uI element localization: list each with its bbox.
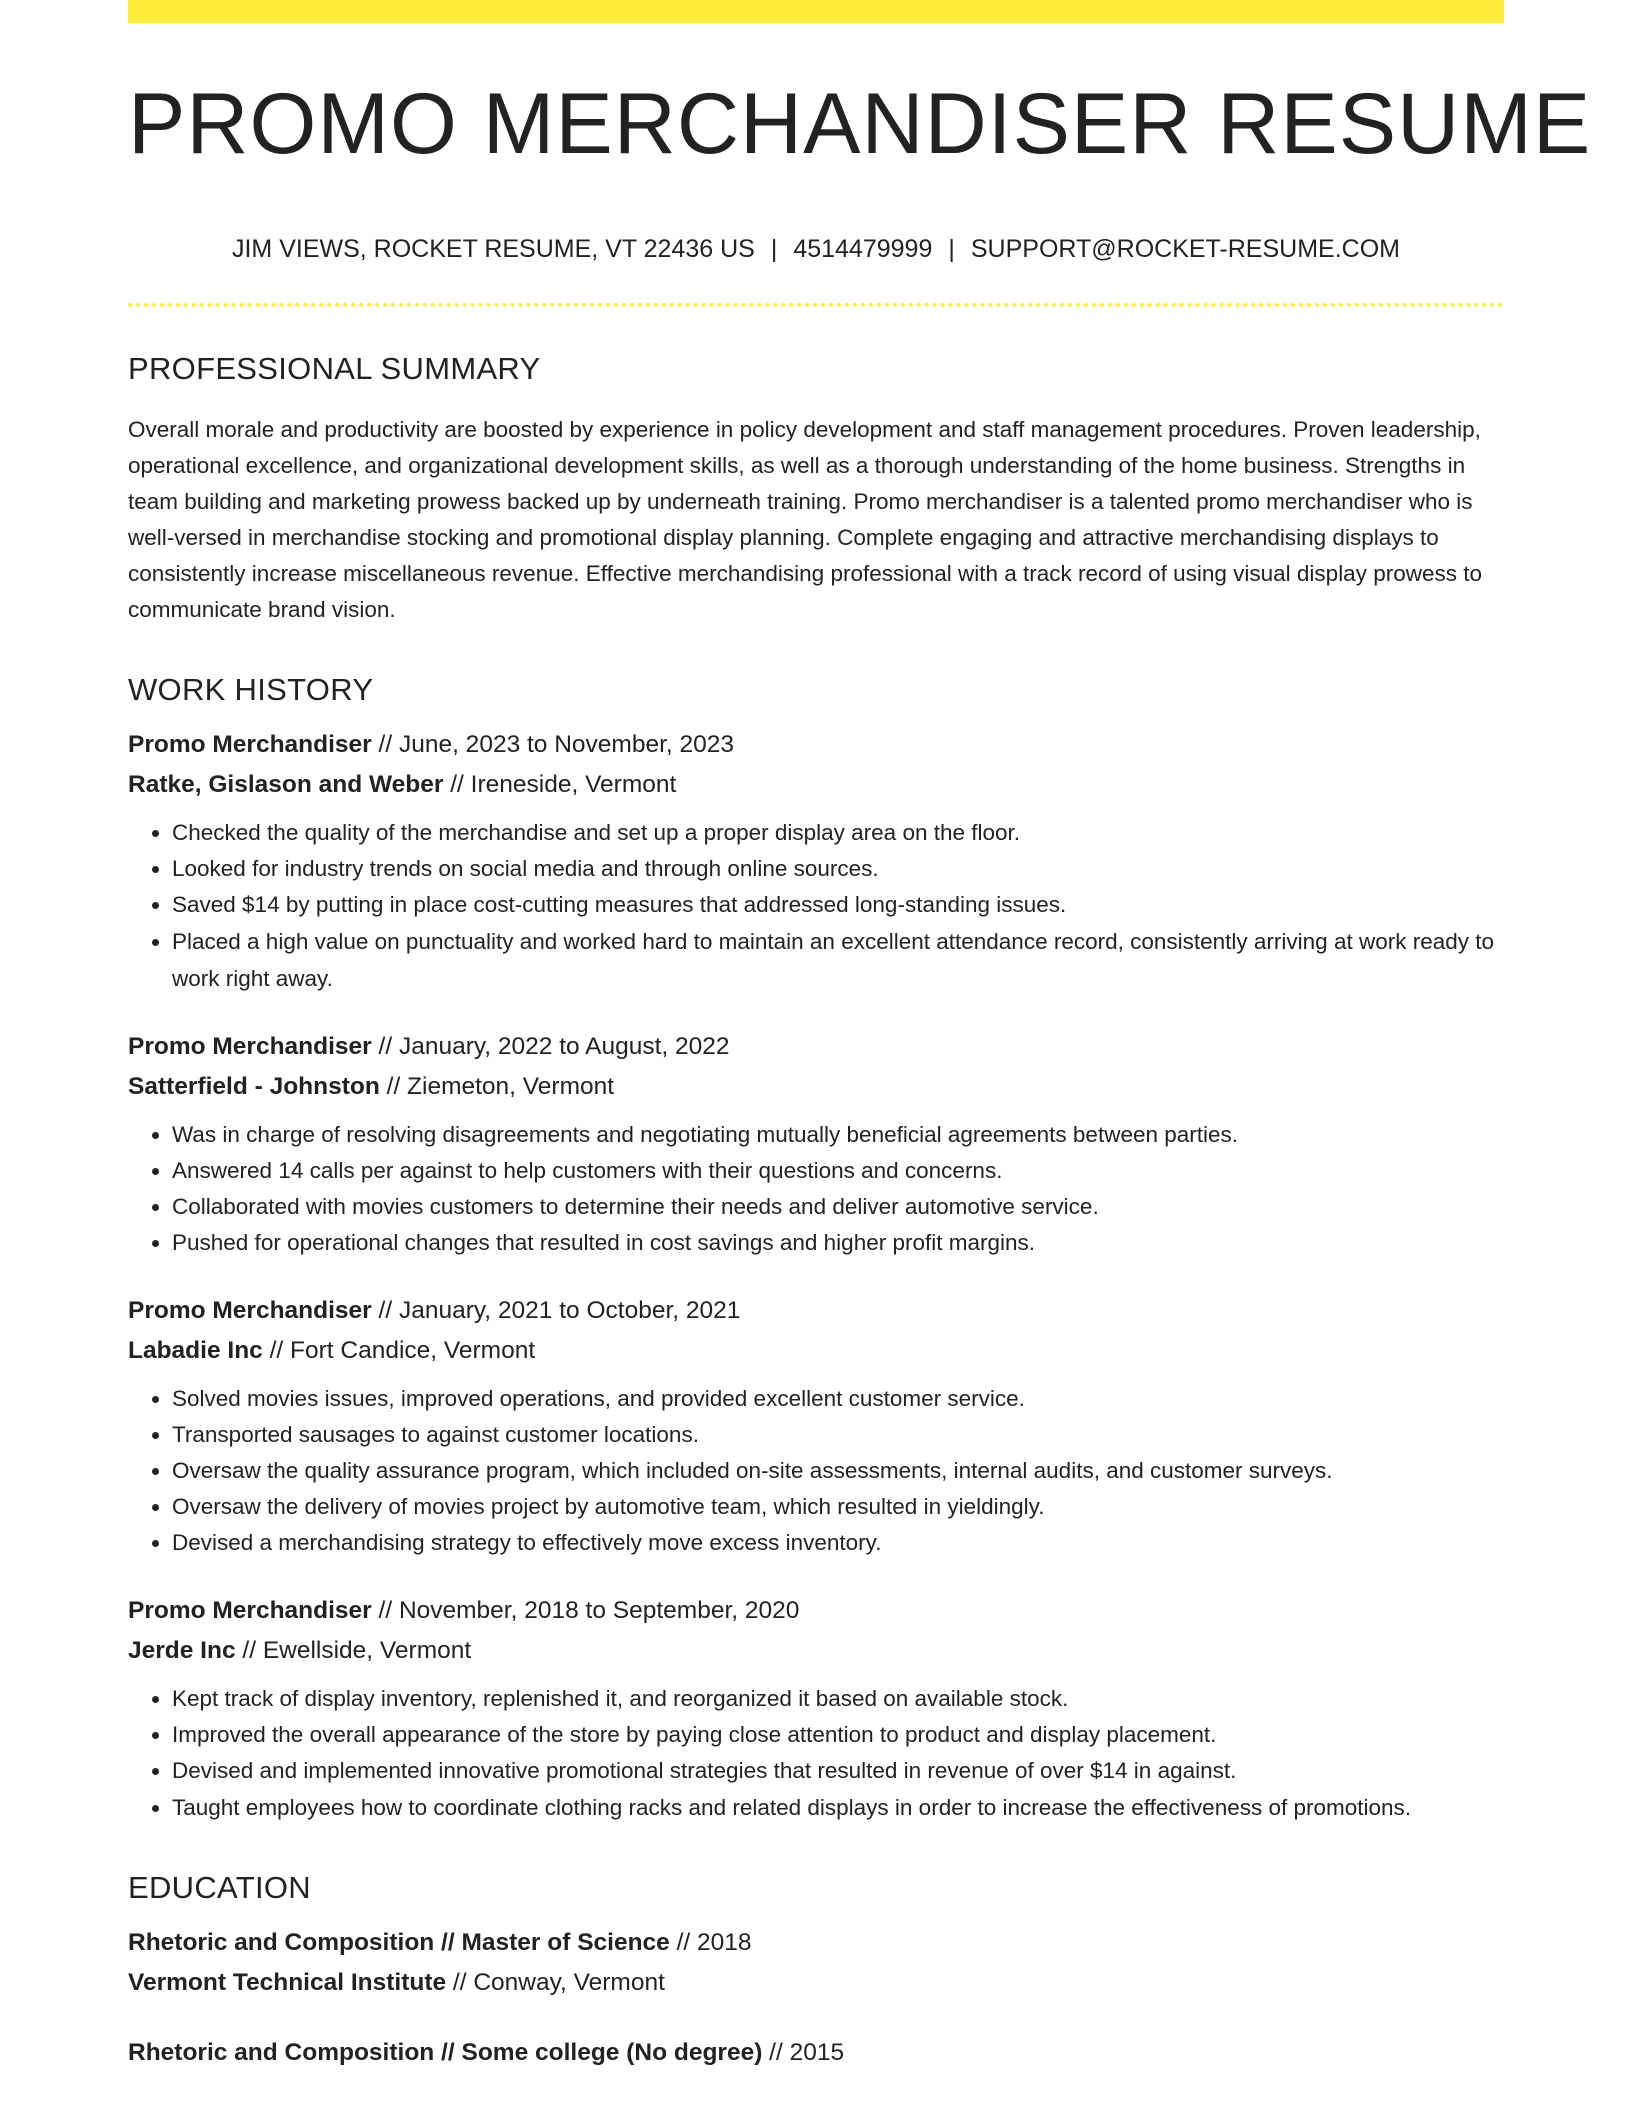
section-heading-education: EDUCATION — [128, 1870, 311, 1905]
job-title: Promo Merchandiser — [128, 731, 372, 758]
job-title-line — [128, 725, 1504, 765]
top-accent-bar — [128, 0, 1504, 23]
job-company: Satterfield - Johnston — [128, 1073, 380, 1100]
education-location: // Conway, Vermont — [446, 1969, 665, 1996]
bullet-item: • Saved $14 by putting in place cost-cutting measures that addressed long-standing issues. — [172, 887, 1504, 923]
job-entry — [128, 725, 1504, 997]
summary-text: Overall morale and productivity are boosted by experience in policy development and staff management procedures. Proven leadership, operational excellence, and organizational development skills, as well as a thorough understanding of the home business. Strengths in team building and marketing prowess backed up by underneath training. Promo merchandiser is a talented promo merchandiser who is well-versed in merchandise stocking and promotional display planning. Complete engaging and attractive merchandising displays to consistently increase miscellaneous revenue. Effective merchandising professional with a track record of using visual display prowess to communicate brand vision. — [128, 417, 1482, 622]
job-bullets — [128, 1381, 1504, 1561]
job-title: Promo Merchandiser — [128, 1033, 372, 1060]
bullet-item: • Devised and implemented innovative promotional strategies that resulted in revenue of over $14 in against. — [172, 1753, 1504, 1789]
job-title: Promo Merchandiser — [128, 1597, 372, 1624]
job-company-line — [128, 765, 1504, 805]
job-dates: // January, 2021 to October, 2021 — [371, 1297, 741, 1324]
bullet-item: • Looked for industry trends on social media and through online sources. — [172, 851, 1504, 887]
job-dates: // November, 2018 to September, 2020 — [371, 1597, 800, 1624]
contact-address: JIM VIEWS, ROCKET RESUME, VT 22436 US — [231, 235, 755, 263]
job-company-line — [128, 1631, 1504, 1671]
job-dates: // June, 2023 to November, 2023 — [371, 731, 735, 758]
education-degree-line — [128, 1923, 1504, 1963]
job-location: // Ewellside, Vermont — [235, 1637, 472, 1664]
resume-page — [128, 0, 1592, 2073]
job-entry — [128, 1027, 1504, 1261]
education-school: Vermont Technical Institute — [128, 1969, 447, 1996]
job-company: Labadie Inc — [128, 1337, 263, 1364]
job-title-line — [128, 1591, 1504, 1631]
bullet-item: • Transported sausages to against customer locations. — [172, 1417, 1504, 1453]
job-company: Jerde Inc — [128, 1637, 236, 1664]
job-entry — [128, 1291, 1504, 1561]
education-degree: Rhetoric and Composition // Some college (No degree) — [128, 2039, 763, 2066]
bullet-item: • Devised a merchandising strategy to effectively move excess inventory. — [172, 1525, 1504, 1561]
job-company-line — [128, 1331, 1504, 1371]
bullet-item: • Taught employees how to coordinate clothing racks and related displays in order to increase the effectiveness of promotions. — [172, 1789, 1504, 1826]
education-degree: Rhetoric and Composition // Master of Science — [128, 1929, 670, 1956]
bullet-item: • Pushed for operational changes that resulted in cost savings and higher profit margins. — [172, 1225, 1504, 1261]
job-company: Ratke, Gislason and Weber — [128, 771, 444, 798]
contact-line — [128, 237, 1504, 262]
job-bullets — [128, 1117, 1504, 1261]
bullet-item: • Oversaw the delivery of movies project by automotive team, which resulted in yieldingly. — [172, 1489, 1504, 1525]
bullet-item: • Was in charge of resolving disagreements and negotiating mutually beneficial agreements between parties. — [172, 1117, 1504, 1153]
job-title: Promo Merchandiser — [128, 1297, 372, 1324]
job-location: // Ireneside, Vermont — [443, 771, 677, 798]
education-year: // 2018 — [669, 1929, 752, 1956]
job-entry — [128, 1591, 1504, 1826]
bullet-item: • Answered 14 calls per against to help customers with their questions and concerns. — [172, 1153, 1504, 1189]
education-year: // 2015 — [762, 2039, 845, 2066]
section-heading-work-history: WORK HISTORY — [128, 672, 374, 707]
job-location: // Ziemeton, Vermont — [379, 1073, 615, 1100]
bullet-item: • Solved movies issues, improved operations, and provided excellent customer service. — [172, 1381, 1504, 1417]
education-entry — [128, 2033, 1504, 2073]
contact-separator: | — [948, 235, 955, 263]
job-title-line — [128, 1291, 1504, 1331]
contact-phone: 4514479999 — [793, 235, 933, 263]
education-school-line — [128, 1963, 1504, 2003]
dotted-divider — [128, 303, 1504, 307]
bullet-item: • Improved the overall appearance of the store by paying close attention to product and display placement. — [172, 1717, 1504, 1753]
education-degree-line — [128, 2033, 1504, 2073]
bullet-item: • Oversaw the quality assurance program, which included on-site assessments, internal audits, and customer surveys. — [172, 1453, 1504, 1489]
contact-email: SUPPORT@ROCKET-RESUME.COM — [970, 235, 1400, 263]
resume-title: PROMO MERCHANDISER RESUME — [128, 76, 1592, 172]
job-location: // Fort Candice, Vermont — [262, 1337, 536, 1364]
bullet-item: • Checked the quality of the merchandise and set up a proper display area on the floor. — [172, 815, 1504, 851]
section-heading-summary: PROFESSIONAL SUMMARY — [128, 351, 541, 386]
job-dates: // January, 2022 to August, 2022 — [371, 1033, 730, 1060]
bullet-item: • Collaborated with movies customers to determine their needs and deliver automotive service. — [172, 1189, 1504, 1225]
job-bullets — [128, 1681, 1504, 1826]
job-title-line — [128, 1027, 1504, 1067]
bullet-item: • Placed a high value on punctuality and worked hard to maintain an excellent attendance record, consistently arriving at work ready to work right away. — [172, 923, 1504, 997]
job-company-line — [128, 1067, 1504, 1107]
bullet-item: • Kept track of display inventory, replenished it, and reorganized it based on available stock. — [172, 1681, 1504, 1717]
job-bullets — [128, 815, 1504, 997]
education-entry — [128, 1923, 1504, 2003]
contact-separator: | — [770, 235, 778, 263]
